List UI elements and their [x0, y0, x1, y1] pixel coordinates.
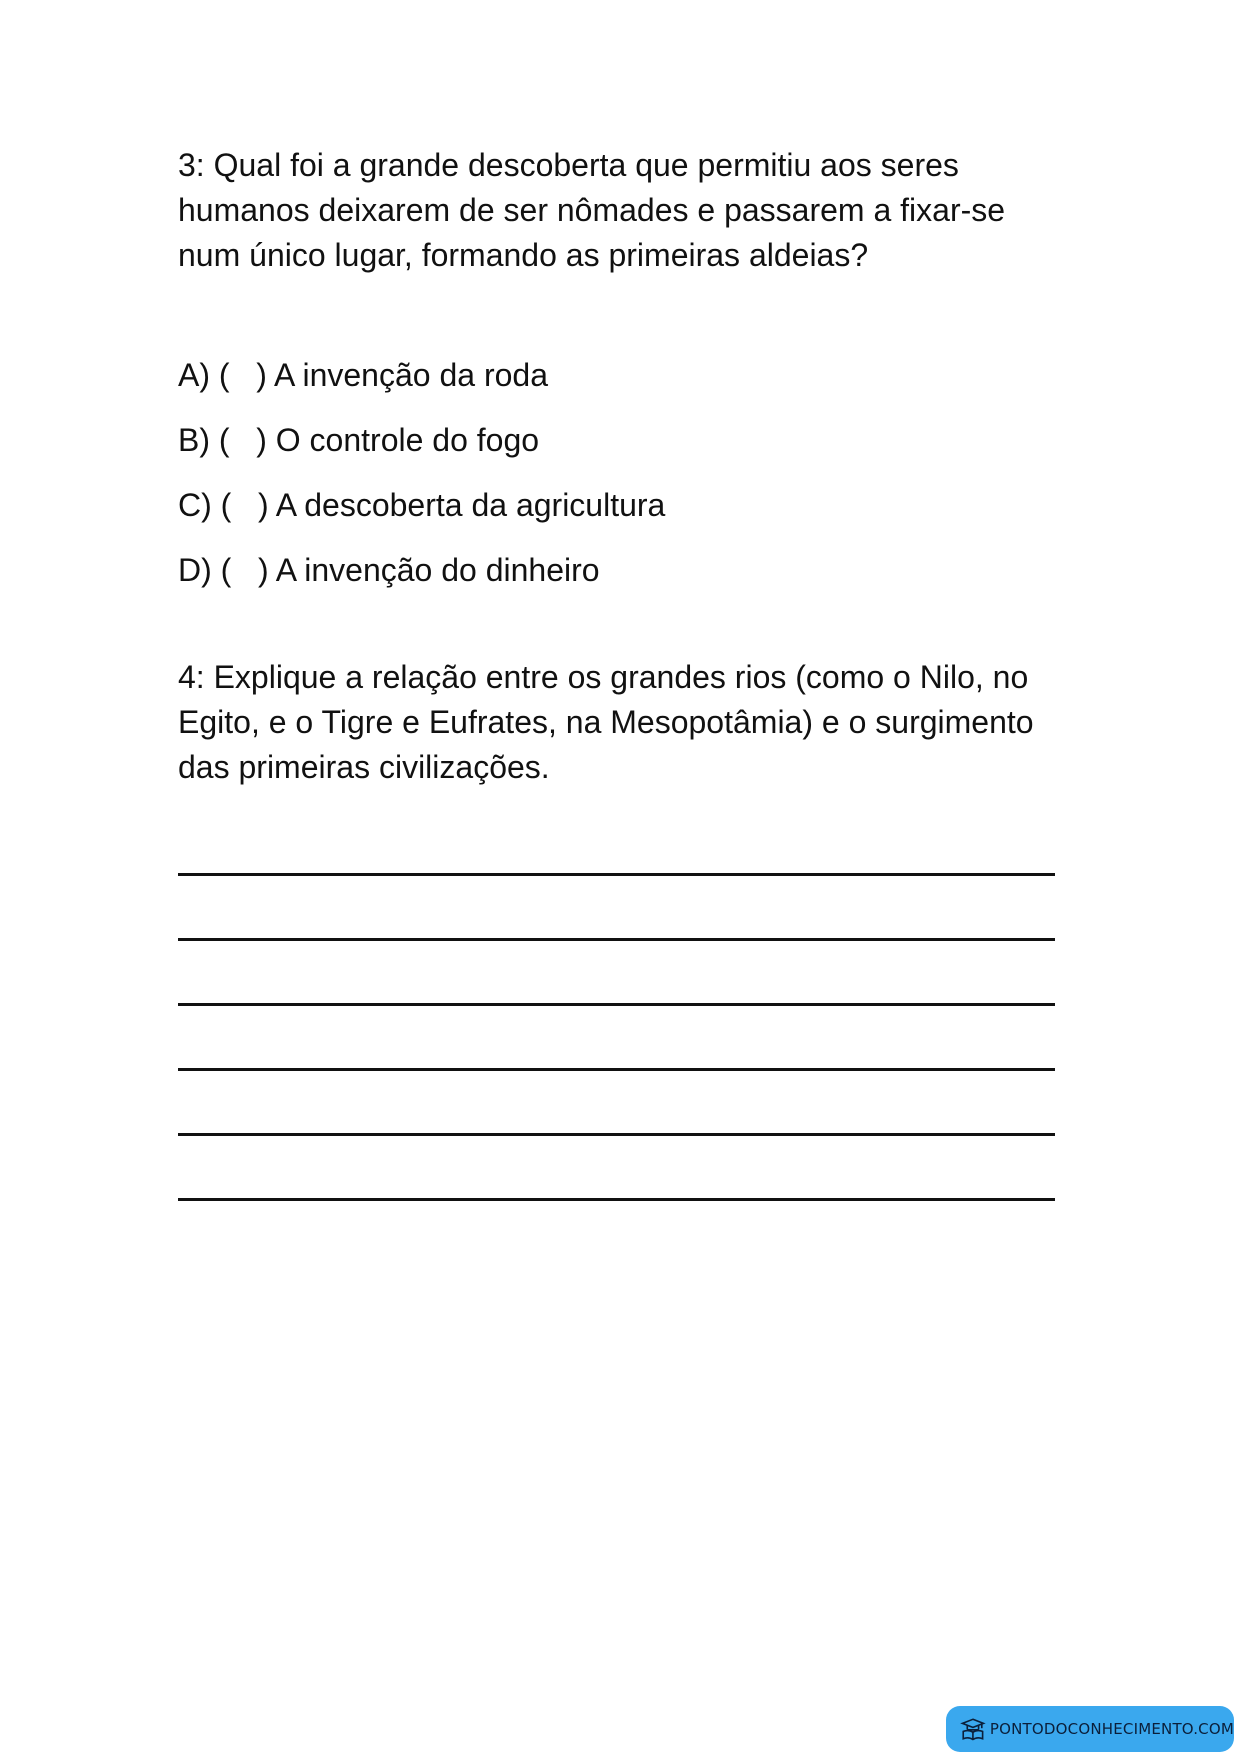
option-c[interactable]: C) ( ) A descoberta da agricultura	[178, 487, 666, 523]
footer-brand-badge[interactable]	[946, 1706, 1234, 1752]
worksheet-page	[178, 143, 1078, 1201]
answer-lines[interactable]	[178, 828, 1078, 1201]
question-3-options	[178, 355, 1078, 615]
answer-line[interactable]	[178, 1006, 1055, 1071]
answer-line[interactable]	[178, 828, 1055, 876]
question-4-text: 4: Explique a relação entre os grandes rios (como o Nilo, no Egito, e o Tigre e Eufrates, na Mesopotâmia) e o surgimento das primeiras civilizações.	[178, 659, 1043, 785]
question-4-block	[178, 655, 1078, 1201]
answer-line[interactable]	[178, 941, 1055, 1006]
answer-line[interactable]	[178, 1136, 1055, 1201]
option-b[interactable]: B) ( ) O controle do fogo	[178, 422, 540, 458]
footer-brand-text[interactable]: PONTODOCONHECIMENTO.COM	[989, 1720, 1234, 1738]
answer-line[interactable]	[178, 1071, 1055, 1136]
question-3-text: 3: Qual foi a grande descoberta que permitiu aos seres humanos deixarem de ser nômades e passarem a fixar-se num único lugar, formando as primeiras aldeias?	[178, 147, 1014, 273]
option-a[interactable]: A) ( ) A invenção da roda	[178, 357, 548, 393]
option-d[interactable]: D) ( ) A invenção do dinheiro	[178, 552, 600, 588]
answer-line[interactable]	[178, 876, 1055, 941]
graduation-book-icon	[960, 1715, 986, 1743]
